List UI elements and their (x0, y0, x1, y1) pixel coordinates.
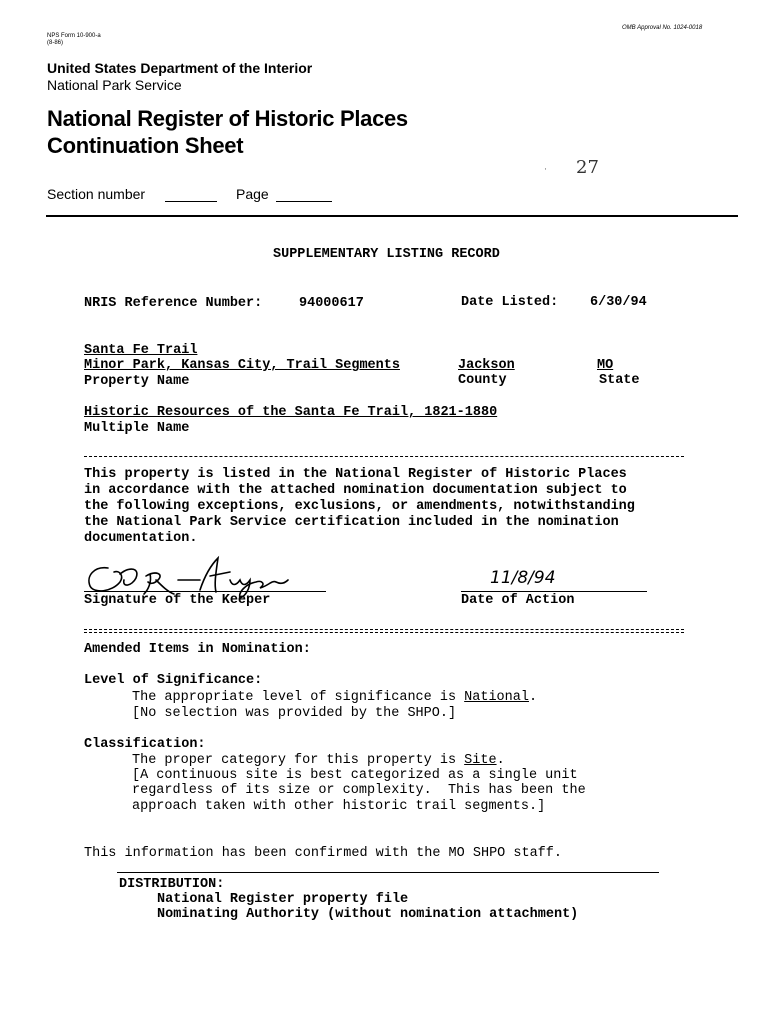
page-blank (276, 201, 332, 202)
property-name-label: Property Name (84, 374, 190, 389)
statement-line: the National Park Service certification included in the nomination (84, 515, 619, 530)
page-stamp-number: 27 (576, 157, 599, 178)
signature-label: Signature of the Keeper (84, 593, 271, 608)
section-number-blank (165, 201, 217, 202)
page-label: Page (236, 186, 269, 202)
property-name-line1: Santa Fe Trail (84, 343, 198, 358)
multiple-name-value: Historic Resources of the Santa Fe Trail, 1821-1880 (84, 405, 498, 420)
action-date-line (461, 591, 647, 592)
action-date-label: Date of Action (461, 593, 575, 608)
distribution-heading: DISTRIBUTION: (119, 877, 225, 892)
date-listed-value: 6/30/94 (590, 295, 647, 310)
significance-prefix: The appropriate level of significance is (132, 690, 465, 705)
statement-line: the following exceptions, exclusions, or amendments, notwithstanding (84, 499, 635, 514)
omb-number: OMB Approval No. 1024-0018 (622, 25, 703, 31)
state-label: State (599, 373, 640, 388)
significance-value: National (464, 690, 529, 705)
amendments-heading: Amended Items in Nomination: (84, 642, 311, 657)
amendments-divider (84, 629, 684, 633)
statement-line: This property is listed in the National Register of Historic Places (84, 467, 627, 482)
form-date: (8-86) (47, 40, 64, 46)
property-name-line2: Minor Park, Kansas City, Trail Segments (84, 358, 400, 373)
distribution-divider (117, 872, 659, 873)
multiple-name-label: Multiple Name (84, 421, 190, 436)
department-name: United States Department of the Interior (47, 60, 313, 76)
county-label: County (458, 373, 507, 388)
significance-note: [No selection was provided by the SHPO.] (132, 706, 457, 721)
record-heading: SUPPLEMENTARY LISTING RECORD (273, 247, 500, 262)
classification-line: The proper category for this property is Site. (132, 753, 505, 768)
distribution-item: National Register property file (157, 892, 409, 907)
county-value: Jackson (458, 358, 515, 373)
page-title: National Register of Historic Places (47, 106, 408, 131)
form-number: NPS Form 10-900-a (47, 33, 101, 39)
nris-value: 94000617 (299, 296, 364, 311)
agency-name: National Park Service (47, 77, 182, 93)
classification-heading: Classification: (84, 737, 206, 752)
classification-value: Site (464, 753, 497, 768)
classification-note: [A continuous site is best categorized as a single unit (132, 768, 578, 783)
statement-divider (84, 456, 684, 457)
statement-line: in accordance with the attached nomination documentation subject to (84, 483, 627, 498)
classification-prefix: The proper category for this property is (132, 753, 465, 768)
nris-label: NRIS Reference Number: (84, 296, 263, 311)
section-number-label: Section number (47, 186, 146, 202)
significance-line: The appropriate level of significance is National. (132, 690, 538, 705)
classification-note: regardless of its size or complexity. This has been the (132, 783, 586, 798)
page-subtitle: Continuation Sheet (47, 133, 244, 158)
classification-note: approach taken with other historic trail segments.] (132, 799, 546, 814)
distribution-item: Nominating Authority (without nomination attachment) (157, 907, 579, 922)
date-listed-label: Date Listed: (461, 295, 559, 310)
confirmation-text: This information has been confirmed with the MO SHPO staff. (84, 846, 562, 861)
action-date-handwritten: 11/8/94 (490, 568, 556, 588)
header-divider (46, 215, 738, 217)
state-value: MO (597, 358, 614, 373)
statement-line: documentation. (84, 531, 198, 546)
signature-line (84, 591, 326, 592)
significance-heading: Level of Significance: (84, 673, 263, 688)
stamp-mark: · (544, 164, 547, 174)
